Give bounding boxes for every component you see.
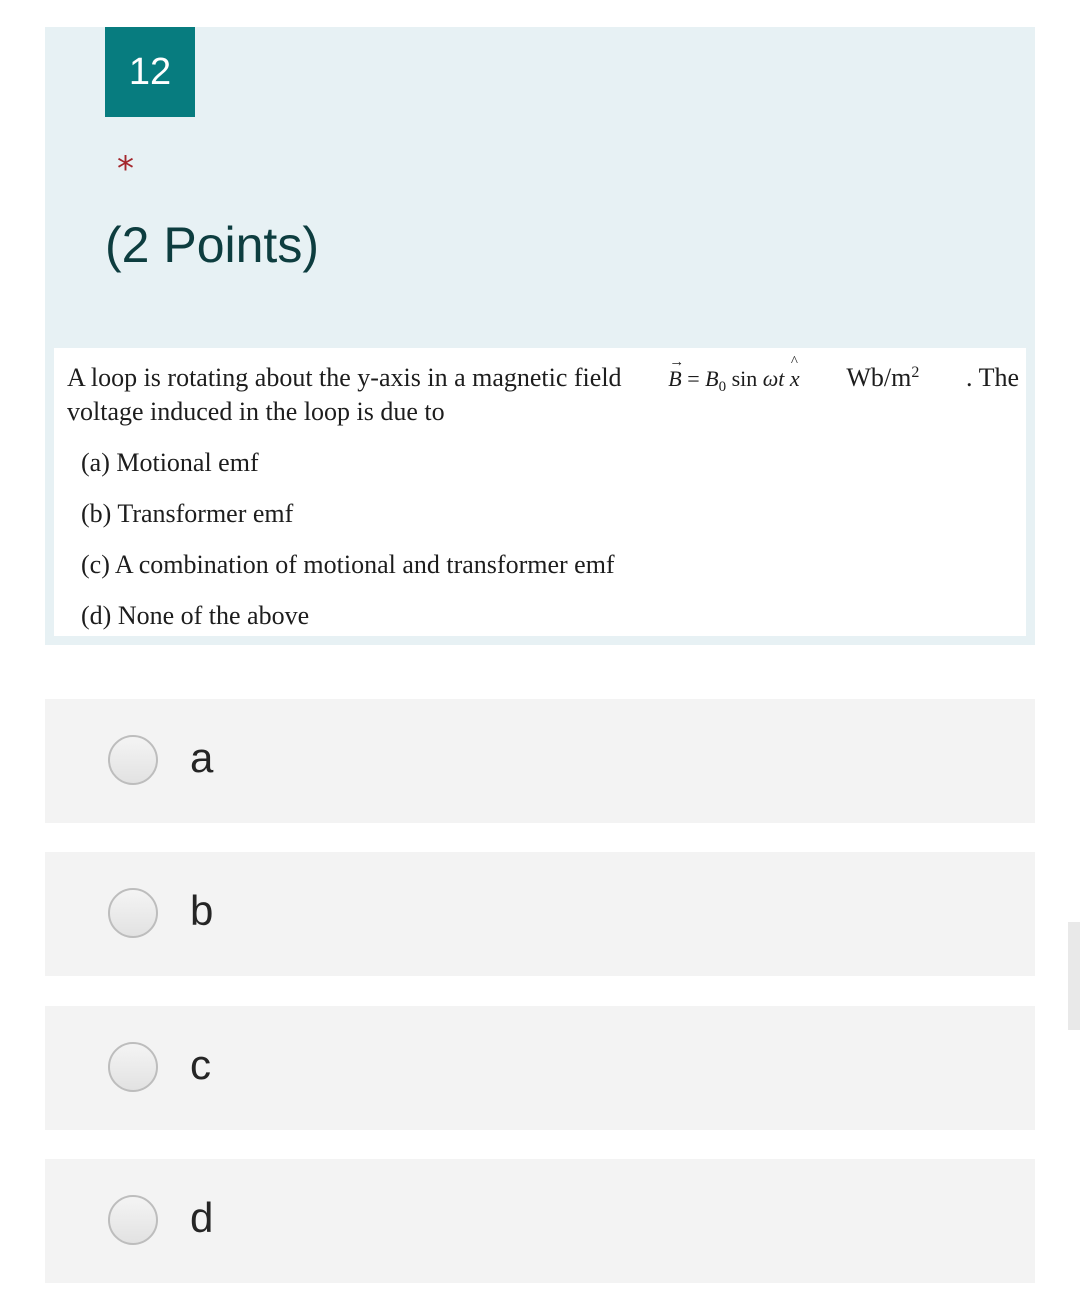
choice-label[interactable]: c — [190, 1041, 211, 1088]
question-text-end: . The — [966, 363, 1019, 392]
required-marker: * — [117, 149, 134, 189]
question-number-badge: 12 — [105, 27, 195, 117]
formula-units — [846, 357, 919, 394]
choice-b[interactable] — [45, 852, 1035, 976]
choice-c[interactable] — [45, 1006, 1035, 1130]
choice-a[interactable] — [45, 699, 1035, 823]
formula-equals: = — [687, 366, 700, 391]
magnetic-field-formula — [668, 363, 799, 403]
radio-button[interactable] — [108, 1195, 158, 1245]
question-option-d: (d) None of the above — [81, 601, 310, 630]
question-image — [54, 348, 1026, 636]
question-option-b: (b) Transformer emf — [81, 499, 294, 528]
radio-button[interactable] — [108, 735, 158, 785]
choice-label[interactable]: b — [190, 887, 214, 934]
scrollbar-thumb[interactable] — [1068, 922, 1080, 1030]
radio-button[interactable] — [108, 1042, 158, 1092]
formula-x-unit-vector: ^ x — [790, 363, 800, 395]
question-text-line-2: voltage induced in the loop is due to — [67, 397, 445, 426]
question-points: (2 Points) — [105, 217, 319, 273]
formula-b0: B — [705, 366, 719, 391]
choice-label[interactable]: d — [190, 1194, 214, 1241]
formula-units-exponent: 2 — [911, 364, 920, 381]
formula-b0-subscript: 0 — [718, 379, 727, 395]
formula-b-vector: → B — [668, 363, 681, 395]
choice-label[interactable]: a — [190, 734, 214, 781]
formula-omega-t: ωt — [762, 366, 785, 391]
question-option-a: (a) Motional emf — [81, 448, 259, 477]
question-text-start: A loop is rotating about the y-axis in a magnetic field — [67, 363, 622, 392]
choice-d[interactable] — [45, 1159, 1035, 1283]
radio-button[interactable] — [108, 888, 158, 938]
question-card — [45, 27, 1035, 645]
question-option-c: (c) A combination of motional and transformer emf — [81, 550, 615, 579]
formula-sin: sin — [731, 366, 758, 391]
formula-units-text: Wb/m — [846, 363, 912, 392]
